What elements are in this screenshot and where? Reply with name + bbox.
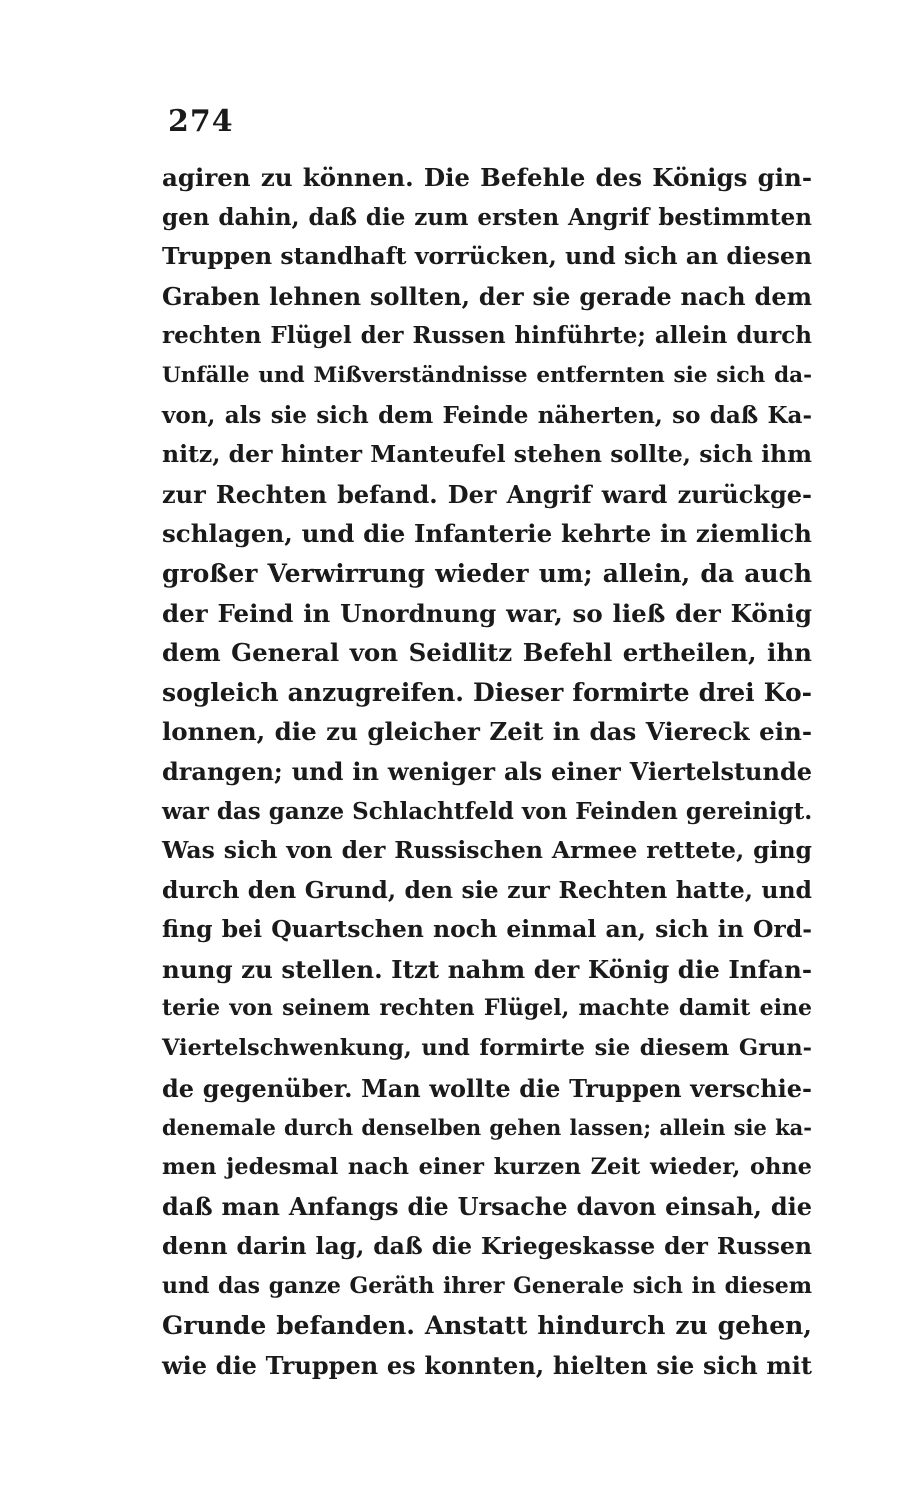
text-line: daß man Anfangs die Ursache davon einsah, die bbox=[162, 1192, 812, 1222]
text-line: men jedesmal nach einer kurzen Zeit wieder, ohne bbox=[162, 1153, 812, 1180]
text-line: zur Rechten befand. Der Angrif ward zurückge- bbox=[162, 479, 812, 509]
page-number: 274 bbox=[168, 104, 234, 139]
text-line: von, als sie sich dem Feinde näherten, so daß Ka- bbox=[162, 401, 812, 429]
text-line: Was sich von der Russischen Armee rettete, ging bbox=[162, 836, 812, 865]
text-line: drangen; und in weniger als einer Viertelstunde bbox=[162, 756, 812, 786]
text-line: wie die Truppen es konnten, hielten sie sich mit bbox=[162, 1350, 812, 1380]
text-line: großer Verwirrung wieder um; allein, da auch bbox=[162, 558, 812, 588]
text-line: Grunde befanden. Anstatt hindurch zu gehen, bbox=[162, 1311, 812, 1341]
text-line: schlagen, und die Infanterie kehrte in ziemlich bbox=[162, 519, 812, 549]
text-line: agiren zu können. Die Befehle des Königs gin- bbox=[162, 163, 812, 192]
text-line: de gegenüber. Man wollte die Truppen verschie- bbox=[162, 1073, 812, 1103]
text-line: fing bei Quartschen noch einmal an, sich in Ord- bbox=[162, 915, 812, 944]
text-line: rechten Flügel der Russen hinführte; allein durch bbox=[162, 322, 812, 350]
text-line: nitz, der hinter Manteufel stehen sollte, sich ihm bbox=[162, 440, 812, 469]
text-line: nung zu stellen. Itzt nahm der König die Infan- bbox=[162, 954, 812, 984]
text-line: lonnen, die zu gleicher Zeit in das Viereck ein- bbox=[162, 717, 812, 747]
text-line: Unfälle und Mißverständnisse entfernten sie sich da- bbox=[162, 362, 812, 388]
text-line: terie von seinem rechten Flügel, machte damit eine bbox=[162, 995, 812, 1022]
text-line: sogleich anzugreifen. Dieser formirte drei Ko- bbox=[162, 677, 812, 707]
text-line: denemale durch denselben gehen lassen; allein sie ka- bbox=[162, 1115, 812, 1141]
text-line: und das ganze Geräth ihrer Generale sich in diesem bbox=[162, 1272, 812, 1299]
text-line: war das ganze Schlachtfeld von Feinden gereinigt. bbox=[162, 797, 813, 825]
text-line: durch den Grund, den sie zur Rechten hatte, und bbox=[162, 875, 812, 904]
text-line: Truppen standhaft vorrücken, und sich an diesen bbox=[162, 242, 812, 271]
text-line: dem General von Seidlitz Befehl ertheilen, ihn bbox=[162, 638, 812, 668]
body-text bbox=[162, 158, 812, 1385]
text-line: Graben lehnen sollten, der sie gerade nach dem bbox=[162, 281, 812, 311]
text-line: Viertelschwenkung, und formirte sie diesem Grun- bbox=[162, 1035, 812, 1062]
text-line: denn darin lag, daß die Kriegeskasse der Russen bbox=[162, 1232, 812, 1261]
text-line: der Feind in Unordnung war, so ließ der König bbox=[162, 598, 812, 628]
text-line: gen dahin, daß die zum ersten Angrif bestimmten bbox=[162, 203, 812, 231]
